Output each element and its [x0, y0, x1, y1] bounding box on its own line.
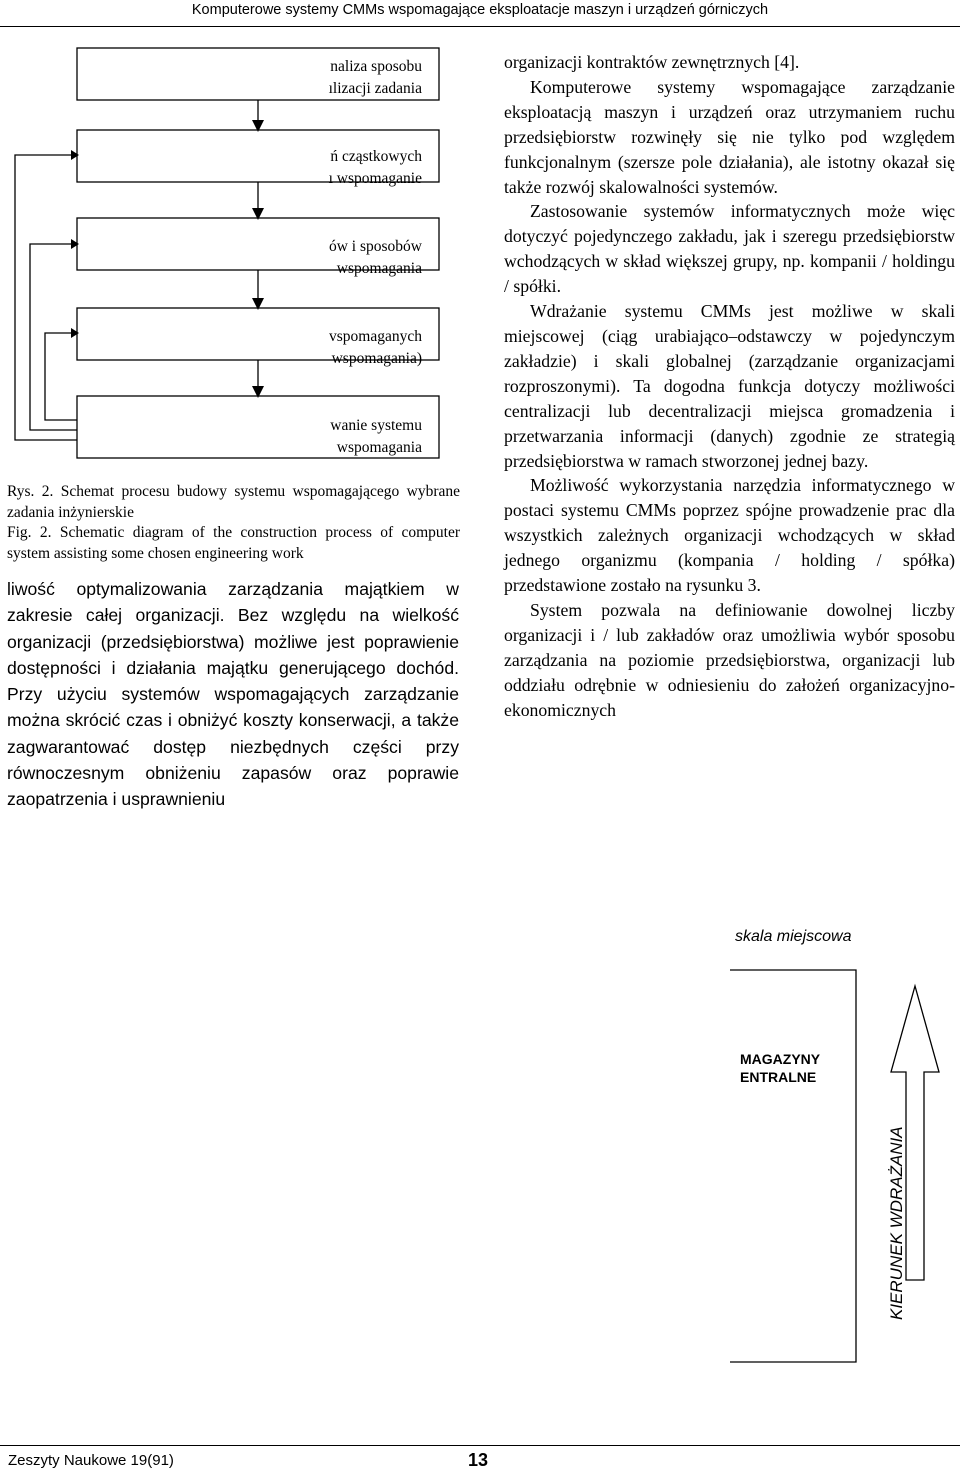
- flow-step-3-line1: ów i sposobów: [328, 238, 422, 255]
- flow-step-3-line2: wspomagania: [336, 260, 422, 277]
- flow-step-5-line2: wspomagania: [336, 439, 422, 456]
- flow-step-3: [262, 236, 422, 280]
- flow-step-4: [262, 326, 422, 370]
- flow-diagram: [0, 40, 470, 480]
- flow-step-4-line1: vspomaganych: [329, 328, 422, 345]
- right-paragraph-1: Komputerowe systemy wspomagające zarządzanie eksploatacją maszyn i urządzeń oraz utrzymaniem ruchu przedsiębiorstw rozwinęły się nie tylko pod względem funkcjonalnym (szersze pole działania), ale istotny okazał się także rozwój skalowalności systemów.: [504, 76, 955, 197]
- scale-label: skala miejscowa: [735, 928, 852, 945]
- figure-caption-pl: Rys. 2. Schemat procesu budowy systemu wspomagającego wybrane zadania inżynierskie: [7, 483, 460, 521]
- implementation-direction-label: KIERUNEK WDRAŻANIA: [887, 1126, 906, 1320]
- flow-step-1-line1: naliza sposobu: [330, 58, 422, 75]
- flow-step-2-line1: ń cząstkowych: [330, 148, 422, 165]
- page-number: 13: [468, 1450, 489, 1470]
- flow-step-5-line1: wanie systemu: [330, 417, 422, 434]
- flow-step-1-line2: ılizacji zadania: [328, 80, 422, 97]
- local-scale-frame: [730, 970, 856, 1362]
- flow-step-4-line2: wspomagania): [331, 350, 422, 367]
- figure-caption-en: Fig. 2. Schematic diagram of the construction process of computer system assisting some chosen engineering work: [7, 524, 460, 562]
- running-header: Komputerowe systemy CMMs wspomagające eksploatacje maszyn i urządzeń górniczych: [191, 2, 769, 18]
- right-paragraph-5: System pozwala na definiowanie dowolnej liczby organizacji i / lub zakładów oraz umożliwia wybór sposobu zarządzania na poziomie przedsiębiorstwa, organizacji lub oddziału odrębnie w odniesieniu do założeń organizacyjno-ekonomicznych: [504, 599, 955, 720]
- left-paragraph: liwość optymalizowania zarządzania majątkiem w zakresie całej organizacji. Bez względu na wielkość organizacji (przedsiębiorstwa) możliwe jest poprawienie dostępności i działania majątku generującego dochód. Przy użyciu systemów wspomagających zarządzanie można skrócić czas i obniżyć koszty konserwacji, a także zagwarantować dostęp niezbędnych części przy równoczesnym obniżeniu zapasów oraz poprawie zaopatrzenia i usprawnieniu: [7, 579, 459, 810]
- central-stores-line2: ENTRALNE: [740, 1069, 817, 1085]
- central-stores-line1: MAGAZYNY: [740, 1051, 821, 1067]
- right-paragraph-2: Zastosowanie systemów informatycznych może więc dotyczyć pojedynczego zakładu, jak i szeregu przedsiębiorstw wchodzących w skład większej grupy, np. kompanii / holdingu / spółki.: [504, 201, 955, 297]
- flow-step-2-line2: ı wspomaganie: [328, 170, 422, 187]
- left-column-text: [7, 576, 459, 813]
- journal-name: Zeszyty Naukowe 19(91): [8, 1452, 174, 1469]
- footer-rule: [0, 1445, 960, 1446]
- right-paragraph-3: Wdrażanie systemu CMMs jest możliwe w skali miejscowej (ciąg urabiająco–odstawczy w pojedynczym zakładzie) i skali globalnej (zarządzanie organizacjami rozproszonymi). Ta dogodna funkcja dotyczy możliwości centralizacji lub decentralizacji miejsca gromadzenia i przetwarzania informacji (danych) zgodnie ze strategią przedsiębiorstwa w ramach stworzonej jednej bazy.: [504, 301, 955, 471]
- central-stores-label: [740, 1050, 820, 1086]
- right-column-text: [504, 50, 955, 722]
- right-paragraph-0: organizacji kontraktów zewnętrznych [4].: [504, 52, 800, 72]
- header-rule: [0, 26, 960, 27]
- right-paragraph-4: Możliwość wykorzystania narzędzia informatycznego w postaci systemu CMMs poprzez spójne prowadzenie prac dla wszystkich zależnych organizacji wchodzących w skład jednego organizmu (kompania / holding / spółka) przedstawione zostało na rysunku 3.: [504, 475, 955, 596]
- flow-step-5: [262, 415, 422, 459]
- flow-step-2: [262, 146, 422, 190]
- flow-step-1: [262, 56, 422, 100]
- lower-diagram-lines: [730, 950, 955, 1370]
